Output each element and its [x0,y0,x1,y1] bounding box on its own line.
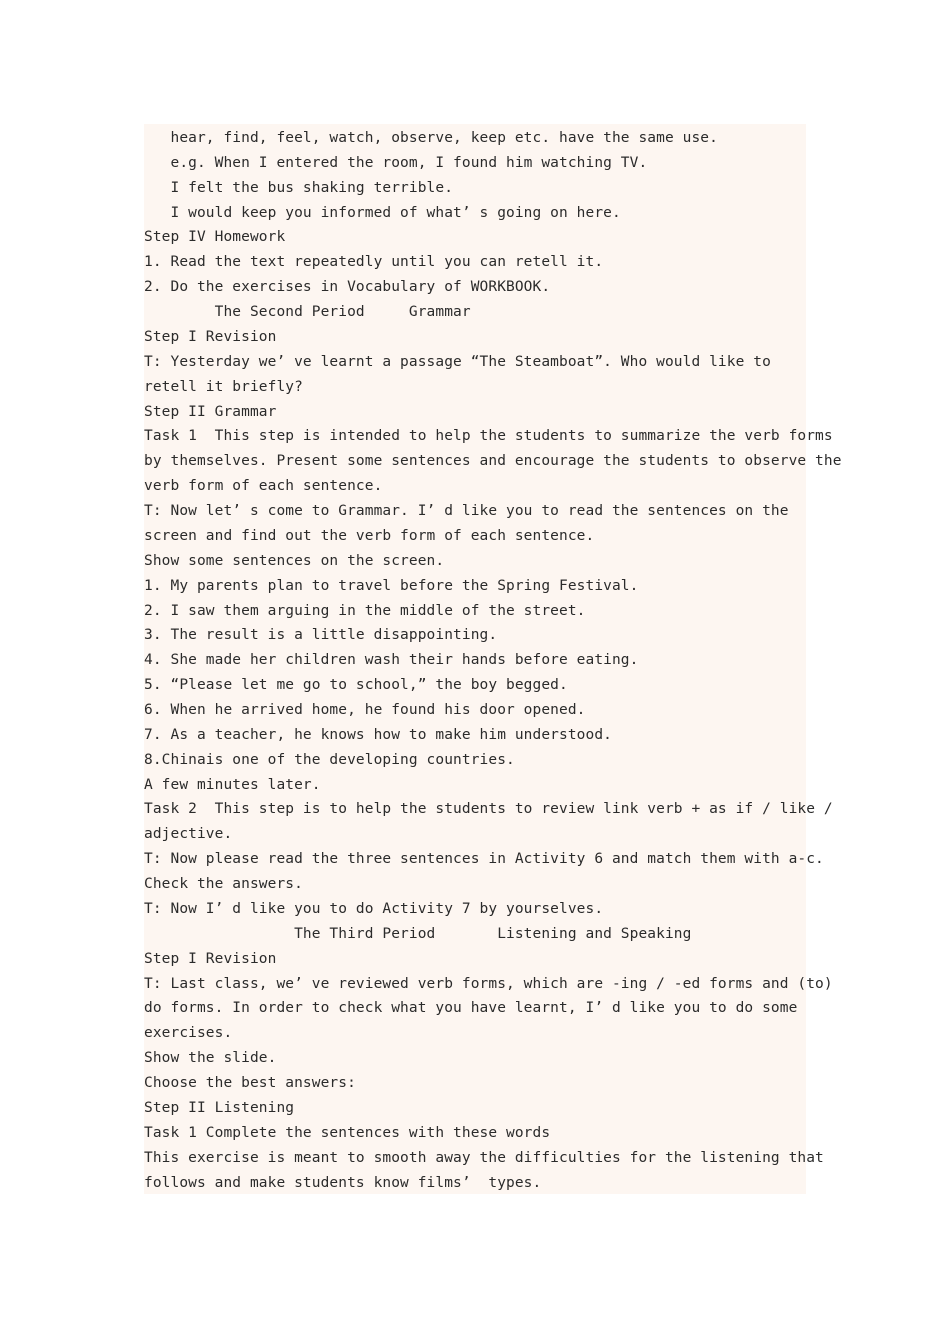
text-line: 1. My parents plan to travel before the Spring Festival. [144,577,639,594]
text-line: Task 2 This step is to help the students to review link verb + as if / like / [144,801,833,818]
text-line: Step II Grammar [144,403,277,420]
text-line: Check the answers. [144,876,303,893]
text-line: A few minutes later. [144,776,321,793]
text-line: 3. The result is a little disappointing. [144,627,498,644]
text-line: Step I Revision [144,328,277,345]
text-line: e.g. When I entered the room, I found him watching TV. [144,154,648,171]
text-line: exercises. [144,1025,233,1042]
text-line: I would keep you informed of what’ s going on here. [144,204,621,221]
text-line: Show some sentences on the screen. [144,552,445,569]
text-line: 2. I saw them arguing in the middle of the street. [144,602,586,619]
text-line: retell it briefly? [144,378,303,395]
text-line: adjective. [144,826,233,843]
text-line: do forms. In order to check what you have learnt, I’ d like you to do some [144,1000,798,1017]
text-line: Show the slide. [144,1050,277,1067]
text-line: hear, find, feel, watch, observe, keep etc. have the same use. [144,130,718,146]
text-line: by themselves. Present some sentences and encourage the students to observe the [144,453,842,470]
text-line: Task 1 This step is intended to help the students to summarize the verb forms [144,428,833,445]
text-line: Choose the best answers: [144,1075,356,1092]
text-line: 2. Do the exercises in Vocabulary of WORKBOOK. [144,279,551,296]
text-line: T: Now let’ s come to Grammar. I’ d like you to read the sentences on the [144,503,789,520]
text-line: T: Now I’ d like you to do Activity 7 by yourselves. [144,900,604,917]
text-line: 7. As a teacher, he knows how to make him understood. [144,726,612,743]
text-line: 4. She made her children wash their hands before eating. [144,652,639,669]
text-line: screen and find out the verb form of each sentence. [144,527,595,544]
text-line: Step II Listening [144,1099,295,1116]
text-line: T: Last class, we’ ve reviewed verb forms, which are -ing / -ed forms and (to) [144,975,833,992]
text-line: Task 1 Complete the sentences with these words [144,1124,551,1141]
text-line: T: Now please read the three sentences in Activity 6 and match them with a-c. [144,851,824,868]
text-line: I felt the bus shaking terrible. [144,179,454,196]
text-line: follows and make students know films’ types. [144,1174,542,1191]
text-line: The Third Period Listening and Speaking [144,925,692,942]
text-line: The Second Period Grammar [144,304,471,321]
text-line: 1. Read the text repeatedly until you can retell it. [144,254,604,271]
text-line: 5. “Please let me go to school,” the boy begged. [144,677,568,694]
text-line: T: Yesterday we’ ve learnt a passage “The Steamboat”. Who would like to [144,353,771,370]
text-line: Step IV Homework [144,229,286,246]
text-line: 8.Chinais one of the developing countries. [144,751,515,768]
text-line: verb form of each sentence. [144,478,383,495]
text-line: 6. When he arrived home, he found his door opened. [144,702,586,718]
text-line: Step I Revision [144,950,277,967]
text-line: This exercise is meant to smooth away the difficulties for the listening that [144,1149,824,1166]
